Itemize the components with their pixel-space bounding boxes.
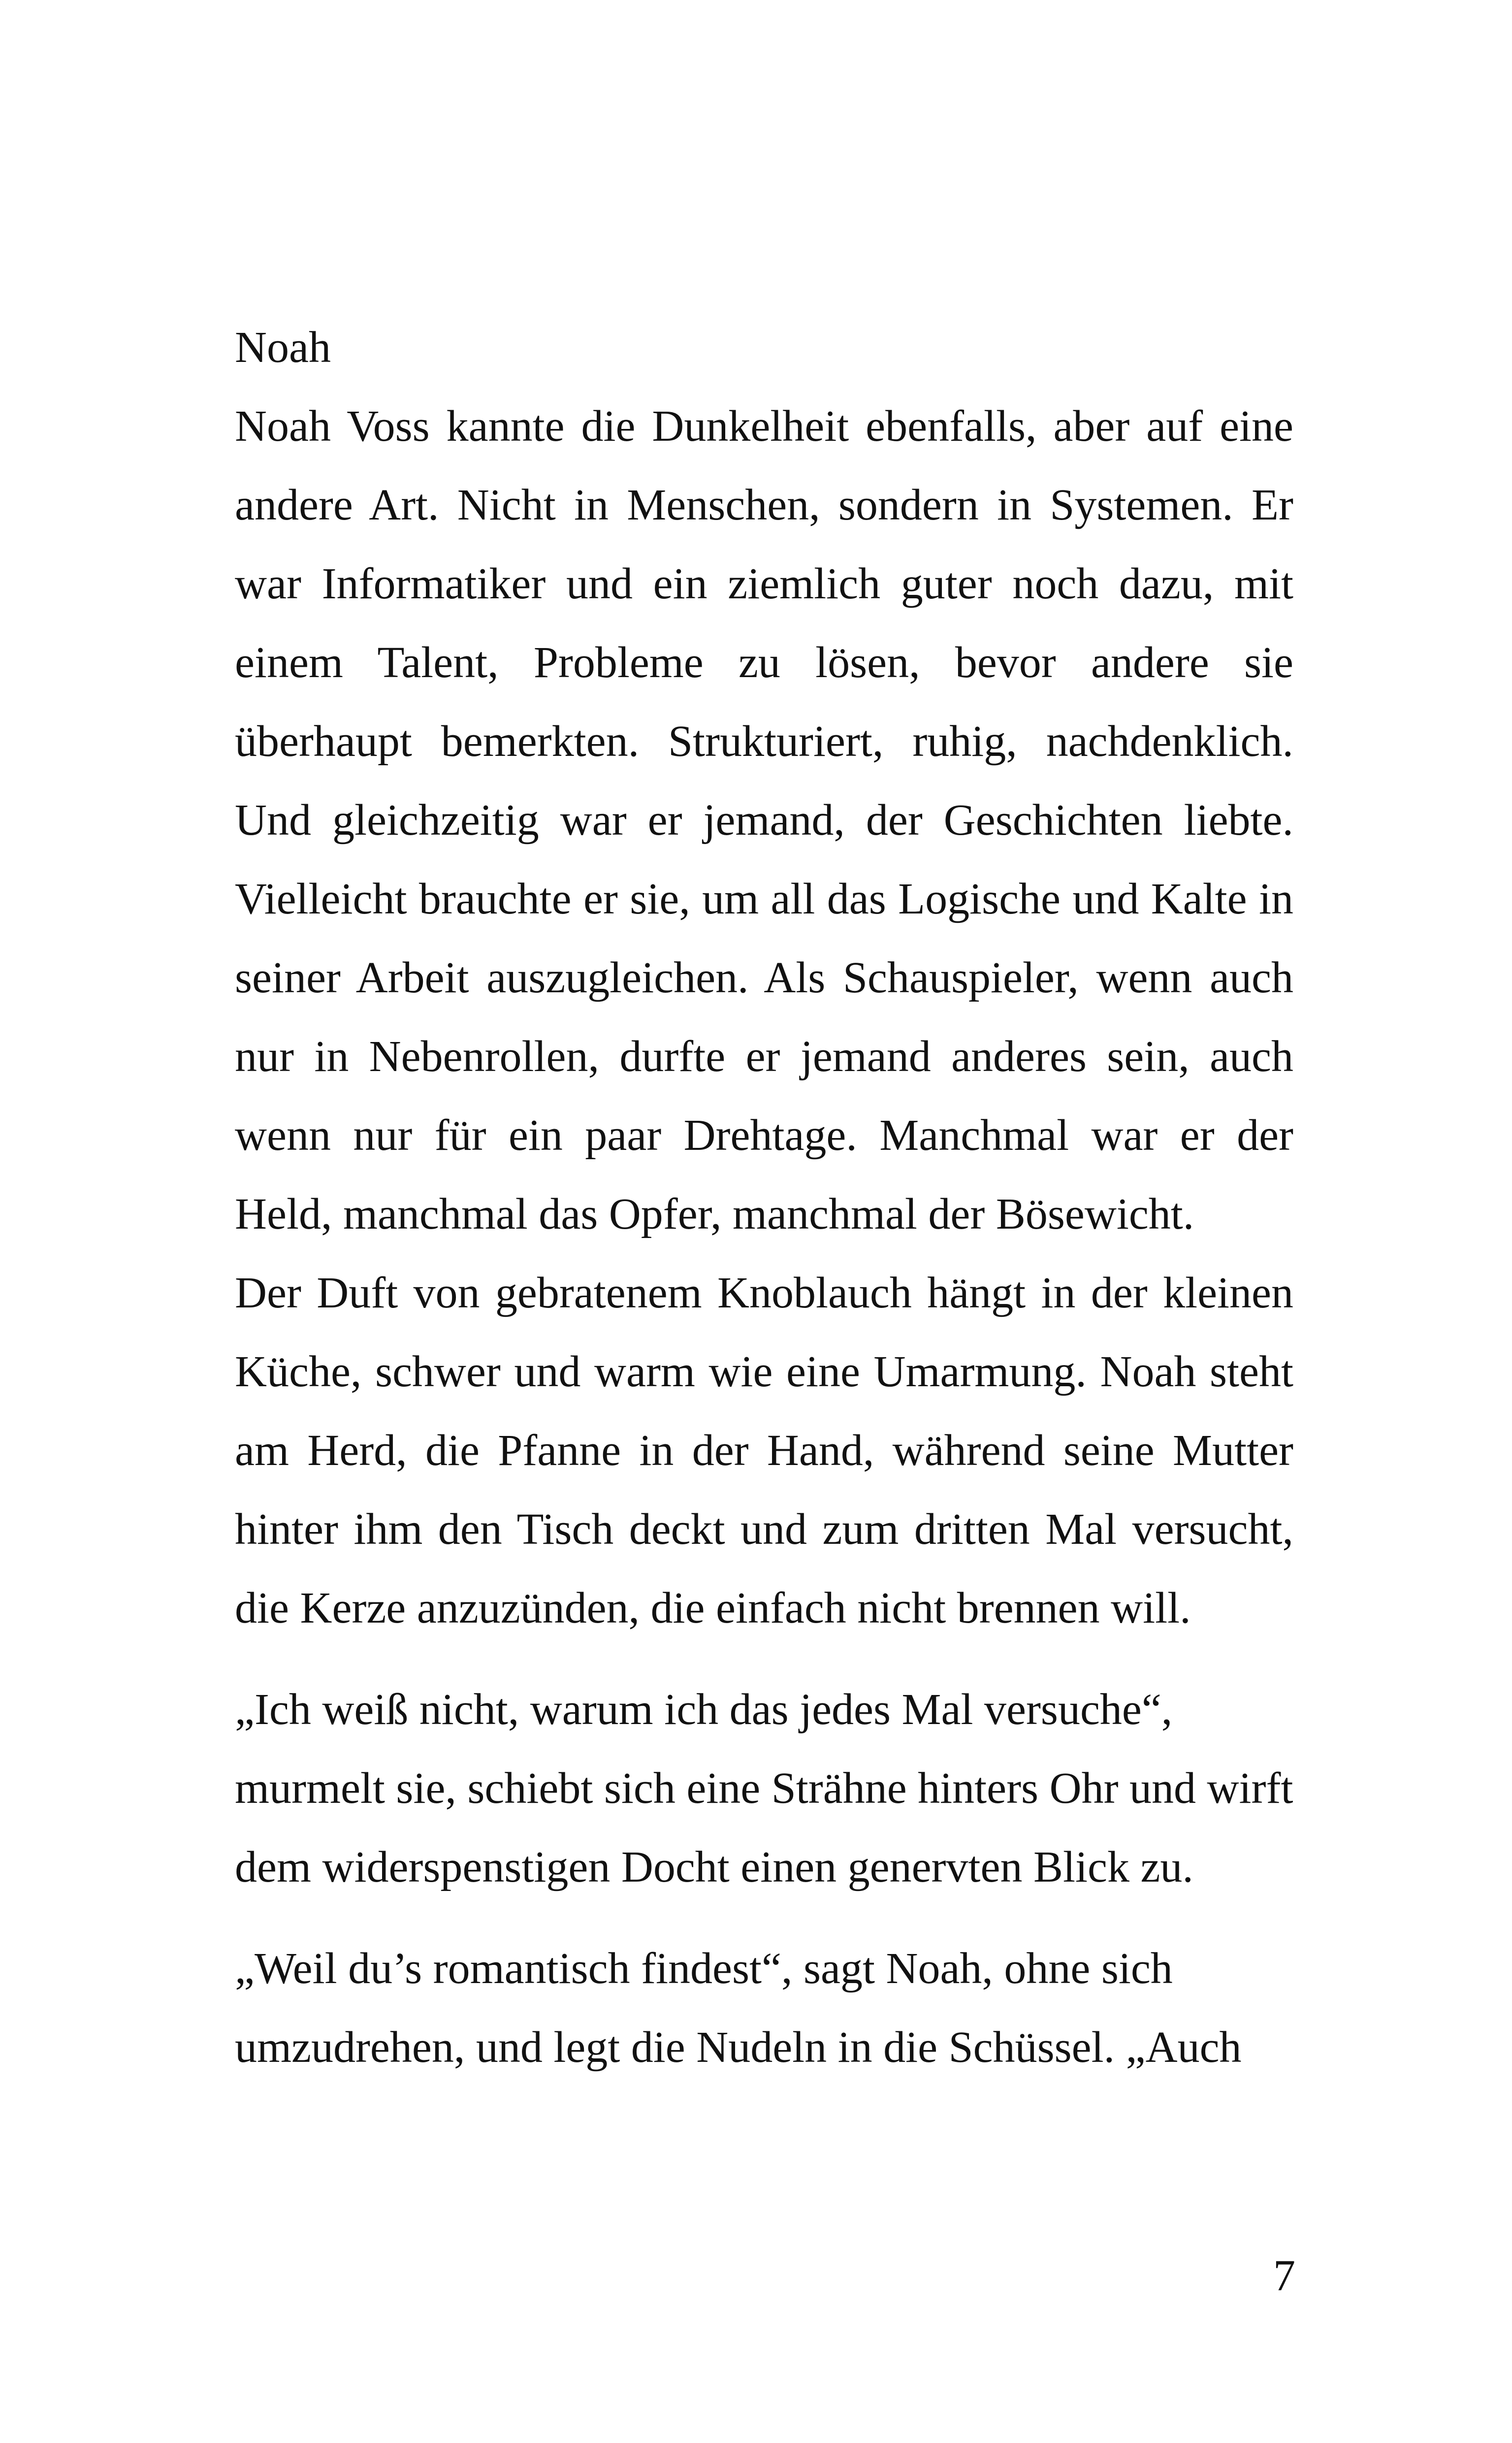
paragraph-dialogue-mother: „Ich weiß nicht, warum ich das jedes Mal versuche“, murmelt sie, schiebt sich eine Strähne hinters Ohr und wirft dem widerspenstigen Docht einen genervten Blick zu. (235, 1685, 1293, 1891)
paragraph-dialogue-noah: „Weil du’s romantisch findest“, sagt Noah, ohne sich umzudrehen, und legt die Nudeln in die Schüssel. „Auch (235, 1944, 1242, 2072)
chapter-title: Noah (235, 323, 331, 372)
page-number: 7 (1273, 2251, 1295, 2300)
paragraph-kitchen: Der Duft von gebratenem Knoblauch hängt in der kleinen Küche, schwer und warm wie eine Umarmung. Noah steht am Herd, die Pfanne in der Hand, während seine Mutter hinter ihm den Tisch deckt und zum dritten Mal versucht, die Kerze anzuzünden, die einfach nicht brennen will. (235, 1269, 1293, 1632)
paragraph-intro: Noah Voss kannte die Dunkelheit ebenfalls, aber auf eine andere Art. Nicht in Menschen, sondern in Systemen. Er war Informatiker und ein ziemlich guter noch dazu, mit einem Talent, Probleme zu lösen, bevor andere sie überhaupt bemerkten. Strukturiert, ruhig, nachdenklich. Und gleichzeitig war er jemand, der Geschichten liebte. Vielleicht brauchte er sie, um all das Logische und Kalte in seiner Arbeit auszugleichen. Als Schauspieler, wenn auch nur in Nebenrollen, durfte er jemand anderes sein, auch wenn nur für ein paar Drehtage. Manchmal war er der Held, manchmal das Opfer, manchmal der Bösewicht. (235, 402, 1293, 1238)
page-text-block (235, 308, 1293, 2087)
